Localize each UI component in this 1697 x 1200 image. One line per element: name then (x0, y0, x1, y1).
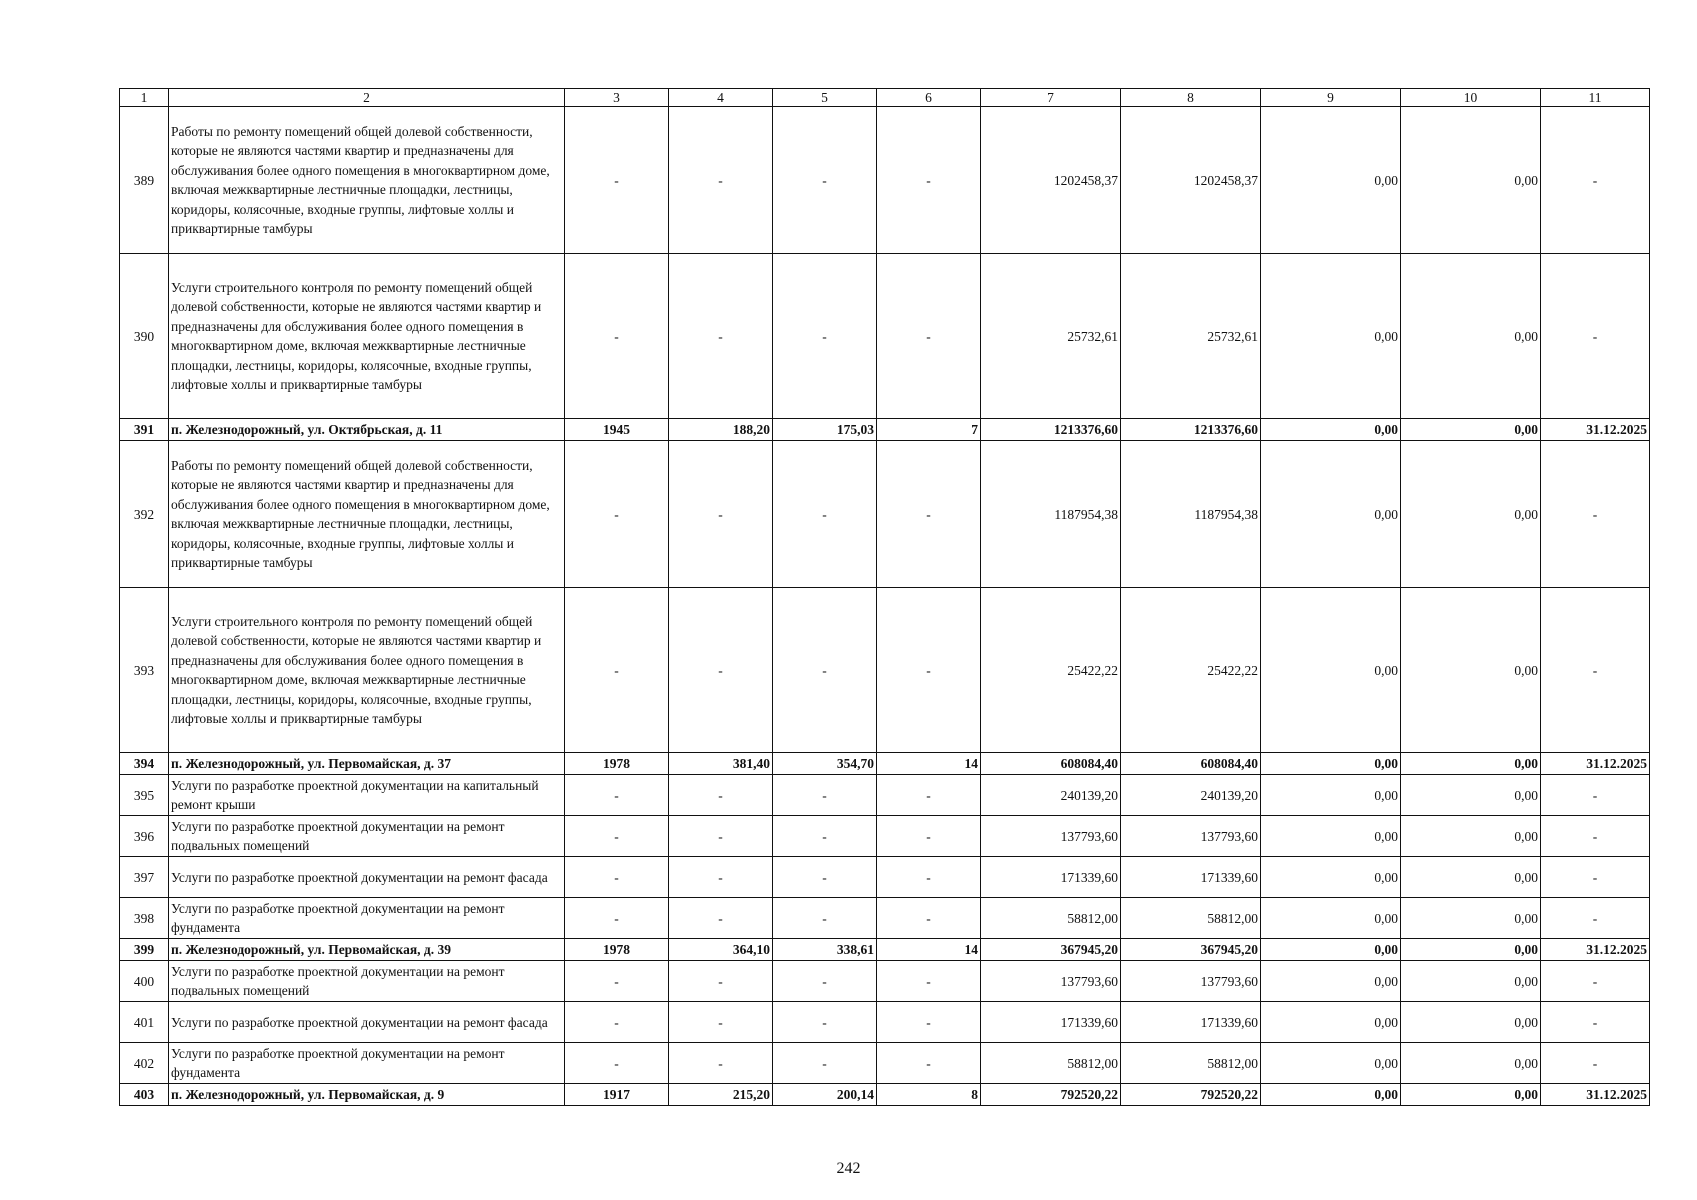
other-source-2: 0,00 (1401, 441, 1541, 588)
total-area: 381,40 (669, 753, 773, 775)
row-number: 389 (120, 107, 169, 254)
fund-cost: 1202458,37 (1121, 107, 1261, 254)
fund-cost: 58812,00 (1121, 898, 1261, 939)
row-number: 399 (120, 939, 169, 961)
other-source-2: 0,00 (1401, 1002, 1541, 1043)
completion-date: - (1541, 961, 1650, 1002)
description: Работы по ремонту помещений общей долевой собственности, которые не являются частями квартир и предназначены для обслуживания более одного помещения в многоквартирном доме, включая межквартирные лестничные площадки, лестницы, коридоры, колясочные, входные группы, лифтовые холлы и приквартирные тамбуры (169, 441, 565, 588)
residents: - (877, 775, 981, 816)
column-number-header: 10 (1401, 89, 1541, 107)
living-area: - (773, 588, 877, 753)
total-cost: 240139,20 (981, 775, 1121, 816)
column-number-header: 4 (669, 89, 773, 107)
completion-date: - (1541, 898, 1650, 939)
description: Услуги по разработке проектной документации на ремонт фундамента (169, 1043, 565, 1084)
year-built: 1978 (565, 939, 669, 961)
column-number-header: 3 (565, 89, 669, 107)
description: п. Железнодорожный, ул. Первомайская, д. 9 (169, 1084, 565, 1106)
page-number: 242 (836, 1160, 861, 1177)
fund-cost: 608084,40 (1121, 753, 1261, 775)
total-cost: 792520,22 (981, 1084, 1121, 1106)
total-cost: 171339,60 (981, 857, 1121, 898)
total-area: - (669, 775, 773, 816)
row-number: 390 (120, 254, 169, 419)
completion-date: 31.12.2025 (1541, 939, 1650, 961)
total-area: - (669, 441, 773, 588)
row-number: 394 (120, 753, 169, 775)
column-number-header: 1 (120, 89, 169, 107)
other-source-1: 0,00 (1261, 254, 1401, 419)
description: Услуги по разработке проектной документации на ремонт подвальных помещений (169, 961, 565, 1002)
row-number: 396 (120, 816, 169, 857)
total-cost: 137793,60 (981, 816, 1121, 857)
column-number-header-row (120, 89, 1650, 107)
year-built: - (565, 857, 669, 898)
year-built: - (565, 441, 669, 588)
other-source-1: 0,00 (1261, 816, 1401, 857)
fund-cost: 137793,60 (1121, 961, 1261, 1002)
completion-date: 31.12.2025 (1541, 419, 1650, 441)
total-area: - (669, 1002, 773, 1043)
year-built: 1917 (565, 1084, 669, 1106)
other-source-1: 0,00 (1261, 775, 1401, 816)
row-number: 393 (120, 588, 169, 753)
column-number-header: 6 (877, 89, 981, 107)
column-number-header: 11 (1541, 89, 1650, 107)
description: Услуги по разработке проектной документации на капитальный ремонт крыши (169, 775, 565, 816)
design-service-row (120, 775, 1650, 816)
living-area: - (773, 441, 877, 588)
living-area: - (773, 107, 877, 254)
total-area: 188,20 (669, 419, 773, 441)
row-number: 397 (120, 857, 169, 898)
address-row (120, 939, 1650, 961)
total-cost: 58812,00 (981, 1043, 1121, 1084)
design-service-row (120, 961, 1650, 1002)
fund-cost: 58812,00 (1121, 1043, 1261, 1084)
total-area: - (669, 857, 773, 898)
design-service-row (120, 1002, 1650, 1043)
living-area: - (773, 254, 877, 419)
living-area: - (773, 961, 877, 1002)
fund-cost: 1213376,60 (1121, 419, 1261, 441)
row-number: 392 (120, 441, 169, 588)
year-built: 1945 (565, 419, 669, 441)
other-source-1: 0,00 (1261, 898, 1401, 939)
column-number-header: 9 (1261, 89, 1401, 107)
description: Услуги по разработке проектной документации на ремонт подвальных помещений (169, 816, 565, 857)
work-item-row (120, 441, 1650, 588)
year-built: 1978 (565, 753, 669, 775)
other-source-1: 0,00 (1261, 1043, 1401, 1084)
control-service-row (120, 254, 1650, 419)
total-cost: 137793,60 (981, 961, 1121, 1002)
living-area: 354,70 (773, 753, 877, 775)
work-item-row (120, 107, 1650, 254)
other-source-2: 0,00 (1401, 898, 1541, 939)
other-source-1: 0,00 (1261, 1084, 1401, 1106)
design-service-row (120, 857, 1650, 898)
total-cost: 1213376,60 (981, 419, 1121, 441)
total-cost: 171339,60 (981, 1002, 1121, 1043)
column-number-header: 7 (981, 89, 1121, 107)
description: п. Железнодорожный, ул. Первомайская, д. 37 (169, 753, 565, 775)
fund-cost: 171339,60 (1121, 1002, 1261, 1043)
description: Услуги по разработке проектной документации на ремонт фасада (169, 1002, 565, 1043)
other-source-1: 0,00 (1261, 419, 1401, 441)
row-number: 400 (120, 961, 169, 1002)
total-area: - (669, 898, 773, 939)
total-area: 215,20 (669, 1084, 773, 1106)
living-area: - (773, 1002, 877, 1043)
description: Услуги строительного контроля по ремонту помещений общей долевой собственности, которые не являются частями квартир и предназначены для обслуживания более одного помещения в многоквартирном доме, включая межквартирные лестничные площадки, лестницы, коридоры, колясочные, входные группы, лифтовые холлы и приквартирные тамбуры (169, 588, 565, 753)
total-area: - (669, 1043, 773, 1084)
residents: - (877, 1002, 981, 1043)
completion-date: - (1541, 254, 1650, 419)
total-area: - (669, 254, 773, 419)
living-area: 175,03 (773, 419, 877, 441)
fund-cost: 240139,20 (1121, 775, 1261, 816)
completion-date: - (1541, 588, 1650, 753)
other-source-1: 0,00 (1261, 857, 1401, 898)
description: Услуги по разработке проектной документации на ремонт фасада (169, 857, 565, 898)
row-number: 402 (120, 1043, 169, 1084)
residents: - (877, 816, 981, 857)
design-service-row (120, 898, 1650, 939)
data-table (119, 88, 1650, 1106)
completion-date: - (1541, 441, 1650, 588)
total-cost: 367945,20 (981, 939, 1121, 961)
year-built: - (565, 1043, 669, 1084)
residents: - (877, 254, 981, 419)
residents: - (877, 588, 981, 753)
residents: 8 (877, 1084, 981, 1106)
living-area: - (773, 898, 877, 939)
year-built: - (565, 588, 669, 753)
year-built: - (565, 775, 669, 816)
row-number: 391 (120, 419, 169, 441)
fund-cost: 25732,61 (1121, 254, 1261, 419)
design-service-row (120, 816, 1650, 857)
residents: - (877, 107, 981, 254)
other-source-2: 0,00 (1401, 254, 1541, 419)
other-source-2: 0,00 (1401, 857, 1541, 898)
other-source-1: 0,00 (1261, 441, 1401, 588)
completion-date: 31.12.2025 (1541, 753, 1650, 775)
column-number-header: 2 (169, 89, 565, 107)
other-source-2: 0,00 (1401, 961, 1541, 1002)
address-row (120, 1084, 1650, 1106)
other-source-1: 0,00 (1261, 1002, 1401, 1043)
year-built: - (565, 961, 669, 1002)
fund-cost: 25422,22 (1121, 588, 1261, 753)
living-area: 338,61 (773, 939, 877, 961)
year-built: - (565, 1002, 669, 1043)
other-source-2: 0,00 (1401, 1043, 1541, 1084)
table-body (120, 89, 1650, 1106)
total-area: - (669, 816, 773, 857)
fund-cost: 171339,60 (1121, 857, 1261, 898)
completion-date: - (1541, 816, 1650, 857)
fund-cost: 1187954,38 (1121, 441, 1261, 588)
description: Услуги по разработке проектной документации на ремонт фундамента (169, 898, 565, 939)
other-source-2: 0,00 (1401, 775, 1541, 816)
completion-date: - (1541, 1002, 1650, 1043)
other-source-2: 0,00 (1401, 939, 1541, 961)
living-area: - (773, 775, 877, 816)
other-source-2: 0,00 (1401, 107, 1541, 254)
row-number: 395 (120, 775, 169, 816)
completion-date: - (1541, 1043, 1650, 1084)
year-built: - (565, 254, 669, 419)
row-number: 401 (120, 1002, 169, 1043)
total-cost: 25422,22 (981, 588, 1121, 753)
residents: 7 (877, 419, 981, 441)
total-cost: 58812,00 (981, 898, 1121, 939)
description: п. Железнодорожный, ул. Первомайская, д. 39 (169, 939, 565, 961)
row-number: 403 (120, 1084, 169, 1106)
total-cost: 1187954,38 (981, 441, 1121, 588)
column-number-header: 8 (1121, 89, 1261, 107)
other-source-1: 0,00 (1261, 107, 1401, 254)
completion-date: - (1541, 107, 1650, 254)
other-source-1: 0,00 (1261, 961, 1401, 1002)
completion-date: 31.12.2025 (1541, 1084, 1650, 1106)
completion-date: - (1541, 775, 1650, 816)
description: Работы по ремонту помещений общей долевой собственности, которые не являются частями квартир и предназначены для обслуживания более одного помещения в многоквартирном доме, включая межквартирные лестничные площадки, лестницы, коридоры, колясочные, входные группы, лифтовые холлы и приквартирные тамбуры (169, 107, 565, 254)
fund-cost: 137793,60 (1121, 816, 1261, 857)
living-area: 200,14 (773, 1084, 877, 1106)
other-source-2: 0,00 (1401, 588, 1541, 753)
total-area: - (669, 588, 773, 753)
year-built: - (565, 107, 669, 254)
other-source-2: 0,00 (1401, 753, 1541, 775)
completion-date: - (1541, 857, 1650, 898)
year-built: - (565, 898, 669, 939)
other-source-1: 0,00 (1261, 939, 1401, 961)
total-cost: 1202458,37 (981, 107, 1121, 254)
residents: - (877, 961, 981, 1002)
year-built: - (565, 816, 669, 857)
control-service-row (120, 588, 1650, 753)
residents: 14 (877, 753, 981, 775)
living-area: - (773, 816, 877, 857)
living-area: - (773, 1043, 877, 1084)
address-row (120, 419, 1650, 441)
total-area: - (669, 961, 773, 1002)
residents: - (877, 857, 981, 898)
other-source-1: 0,00 (1261, 588, 1401, 753)
design-service-row (120, 1043, 1650, 1084)
row-number: 398 (120, 898, 169, 939)
other-source-2: 0,00 (1401, 816, 1541, 857)
column-number-header: 5 (773, 89, 877, 107)
residents: - (877, 441, 981, 588)
residents: 14 (877, 939, 981, 961)
description: п. Железнодорожный, ул. Октябрьская, д. 11 (169, 419, 565, 441)
total-area: 364,10 (669, 939, 773, 961)
fund-cost: 792520,22 (1121, 1084, 1261, 1106)
other-source-2: 0,00 (1401, 419, 1541, 441)
living-area: - (773, 857, 877, 898)
residents: - (877, 898, 981, 939)
fund-cost: 367945,20 (1121, 939, 1261, 961)
other-source-1: 0,00 (1261, 753, 1401, 775)
total-cost: 25732,61 (981, 254, 1121, 419)
residents: - (877, 1043, 981, 1084)
other-source-2: 0,00 (1401, 1084, 1541, 1106)
total-area: - (669, 107, 773, 254)
address-row (120, 753, 1650, 775)
total-cost: 608084,40 (981, 753, 1121, 775)
description: Услуги строительного контроля по ремонту помещений общей долевой собственности, которые не являются частями квартир и предназначены для обслуживания более одного помещения в многоквартирном доме, включая межквартирные лестничные площадки, лестницы, коридоры, колясочные, входные группы, лифтовые холлы и приквартирные тамбуры (169, 254, 565, 419)
